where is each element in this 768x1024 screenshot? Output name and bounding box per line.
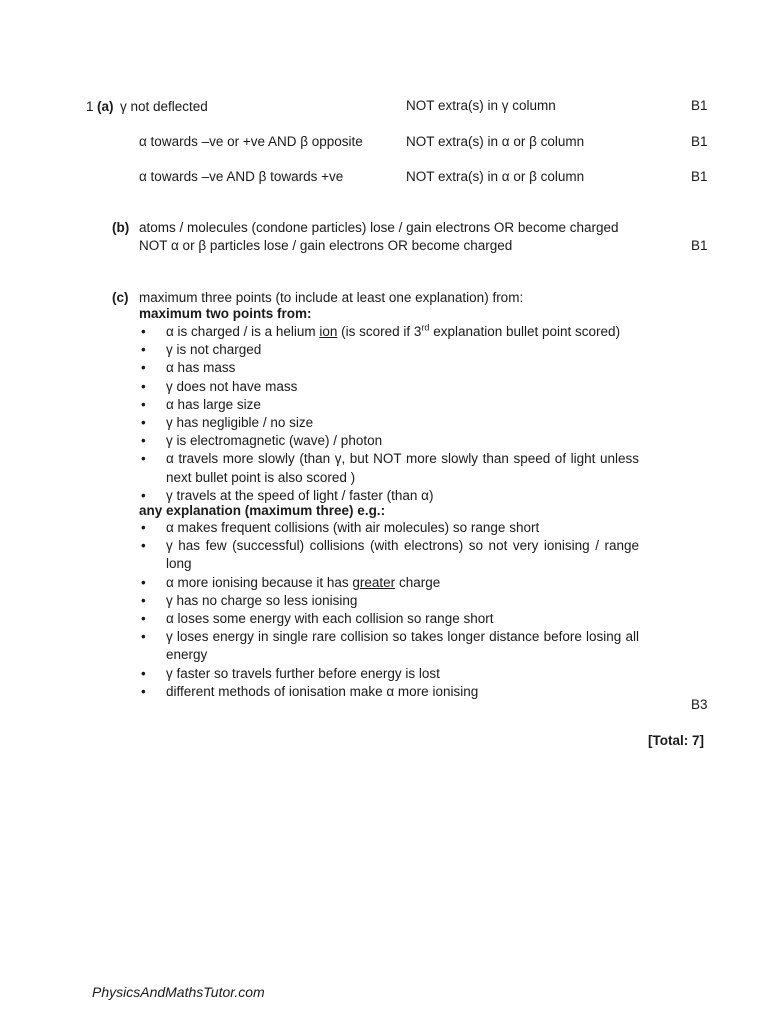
list-item: • α travels more slowly (than γ, but NOT more slowly than speed of light unless next bullet point is also scored ) (139, 450, 639, 486)
list-item: • γ has no charge so less ionising (139, 592, 639, 610)
part-a-note-2: NOT extra(s) in α or β column (406, 134, 585, 149)
explanations-list (139, 519, 639, 701)
part-a-answer-2: α towards –ve or +ve AND β opposite (139, 134, 363, 149)
points-list (139, 323, 639, 505)
part-c-points-heading: maximum two points from: (139, 306, 312, 321)
list-item: • α has large size (139, 396, 639, 414)
part-a-note-3: NOT extra(s) in α or β column (406, 169, 585, 184)
part-c-explanations-heading: any explanation (maximum three) e.g.: (139, 503, 386, 518)
footer-site-name: PhysicsAndMathsTutor.com (92, 984, 265, 1000)
part-a-label: (a) (97, 99, 114, 114)
part-a-mark-2: B1 (691, 134, 708, 149)
part-a-answer-3: α towards –ve AND β towards +ve (139, 169, 344, 184)
list-item: • γ faster so travels further before energy is lost (139, 665, 639, 683)
part-a-note-1: NOT extra(s) in γ column (406, 98, 556, 113)
list-item: • γ is not charged (139, 341, 639, 359)
list-item: • γ loses energy in single rare collision so takes longer distance before losing all energy (139, 628, 639, 664)
part-c-intro: maximum three points (to include at least one explanation) from: (139, 290, 524, 305)
list-item: • different methods of ionisation make α more ionising (139, 683, 639, 701)
list-item: • α makes frequent collisions (with air molecules) so range short (139, 519, 639, 537)
list-item: • α has mass (139, 359, 639, 377)
list-item: • α is charged / is a helium ion (is scored if 3rd explanation bullet point scored) (139, 323, 639, 341)
part-a-mark-1: B1 (691, 98, 708, 113)
part-b-mark: B1 (691, 238, 708, 253)
part-a-mark-3: B1 (691, 169, 708, 184)
question-number: 1 (86, 99, 94, 114)
list-item: • γ is electromagnetic (wave) / photon (139, 432, 639, 450)
part-b-line-1: atoms / molecules (condone particles) lose / gain electrons OR become charged (139, 220, 619, 235)
list-item: • γ travels at the speed of light / faster (than α) (139, 487, 639, 505)
list-item: • γ does not have mass (139, 378, 639, 396)
list-item: • α loses some energy with each collision so range short (139, 610, 639, 628)
list-item: • α more ionising because it has greater charge (139, 574, 639, 592)
part-c-mark: B3 (691, 697, 708, 712)
part-b-label: (b) (112, 220, 130, 235)
part-b-line-2: NOT α or β particles lose / gain electrons OR become charged (139, 238, 513, 253)
total-marks: [Total: 7] (648, 733, 704, 748)
list-item: • γ has few (successful) collisions (with electrons) so not very ionising / range long (139, 537, 639, 573)
part-a-answer-1: γ not deflected (120, 99, 208, 114)
list-item: • γ has negligible / no size (139, 414, 639, 432)
part-c-label: (c) (112, 290, 129, 305)
